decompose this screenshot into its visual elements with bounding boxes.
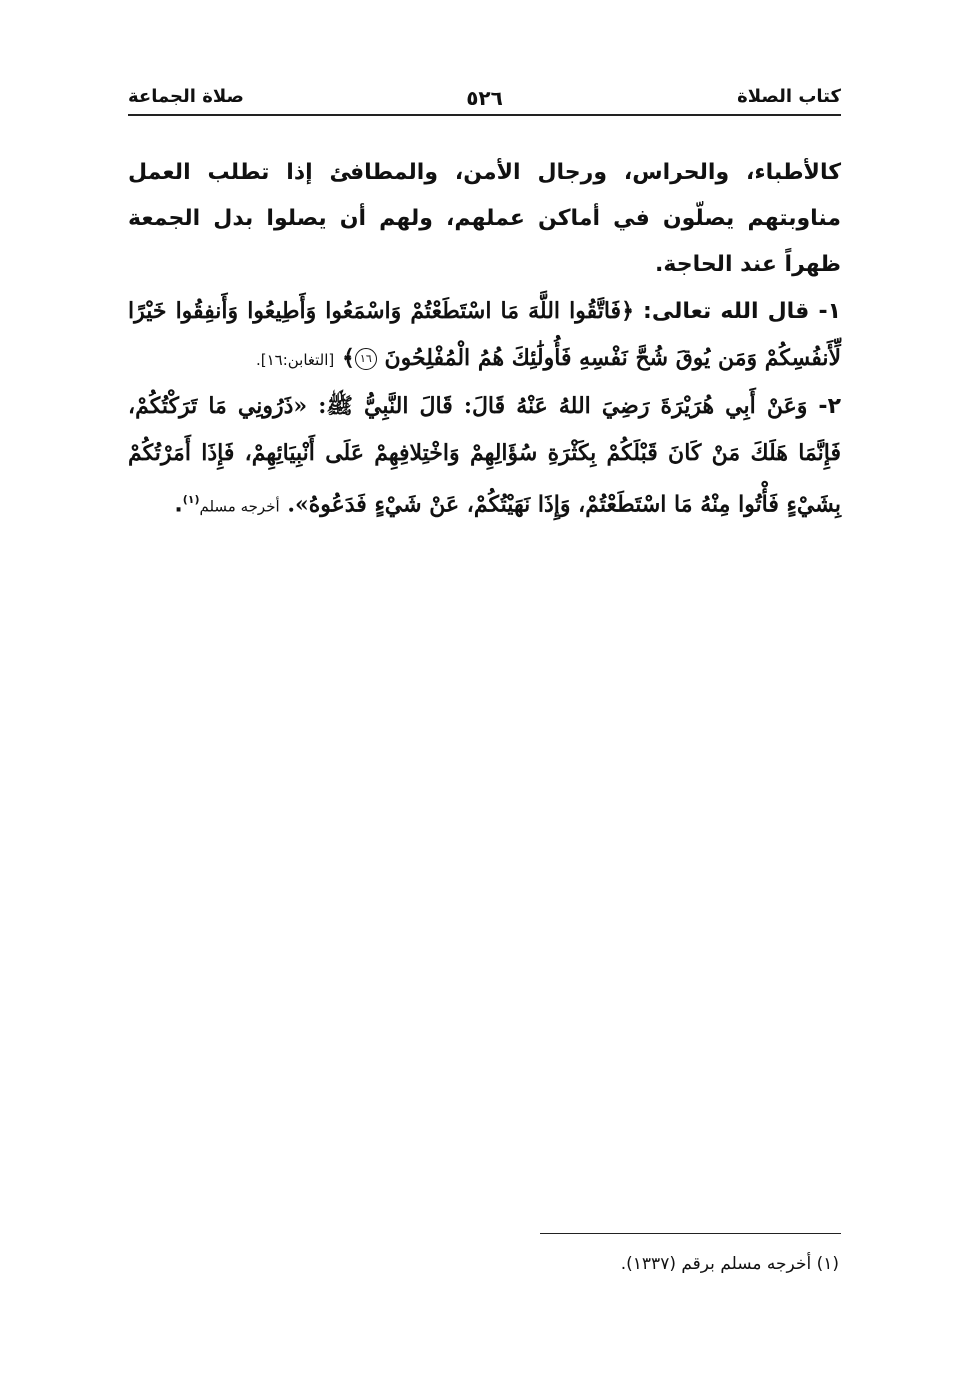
close-bracket: ﴾ bbox=[341, 345, 355, 371]
footnote-marker: (١) bbox=[182, 493, 200, 506]
hadith-item bbox=[128, 383, 841, 529]
chapter-title: صلاة الجماعة bbox=[128, 86, 244, 107]
quran-item bbox=[128, 288, 841, 383]
intro-line-1: كالأطباء، والحراس، ورجال الأمن، والمطافئ إذا تطلب العمل مناوبتهم bbox=[128, 160, 841, 231]
intro-paragraph bbox=[128, 150, 841, 288]
hadith-source: أخرجه مسلم bbox=[199, 497, 280, 516]
verse-number-marker: ١٦ bbox=[355, 348, 377, 370]
item-number-2: ٢- bbox=[818, 394, 841, 419]
intro-line-2: يصلّون في أماكن عملهم، ولهم أن يصلوا بدل الجمعة ظهراً عند الحاجة. bbox=[128, 206, 841, 277]
quran-lead: قال الله تعالى: bbox=[643, 299, 810, 324]
hadith-text: وَعَنْ أَبِي هُرَيْرَةَ رَضِيَ اللهُ عَنْهُ قَالَ: قَالَ النَّبِيُّ ﷺ: «ذَرُونِي مَا تَرَكْتُكُمْ، فَإِنَّمَا هَلَكَ مَنْ كَانَ قَبْلَكُمْ بِكَثْرَةِ سُؤَالِهِمْ وَاخْتِلافِهِمْ عَلَى أَنْبِيَائِهِمْ، فَإِذَا أَمَرْتُكُمْ بِشَيْءٍ فَأْتُوا مِنْهُ مَا اسْتَطَعْتُمْ، وَإِذَا نَهَيْتُكُمْ، عَنْ شَيْءٍ فَدَعُوهُ». bbox=[128, 393, 841, 518]
open-bracket: ﴿ bbox=[621, 298, 634, 324]
page-header bbox=[128, 86, 841, 116]
quran-verse: فَاتَّقُوا اللَّهَ مَا اسْتَطَعْتُمْ وَاسْمَعُوا وَأَطِيعُوا وَأَنفِقُوا خَيْرًا لِّأَنفُسِكُمْ وَمَن يُوقَ شُحَّ نَفْسِهِ فَأُولَٰئِكَ هُمُ الْمُفْلِحُونَ bbox=[128, 298, 841, 371]
hadith-end: . bbox=[174, 492, 183, 518]
item-number-1: ١- bbox=[818, 299, 842, 324]
footnote: (١) أخرجه مسلم برقم (١٣٣٧). bbox=[620, 1254, 839, 1274]
header-rule bbox=[128, 114, 841, 116]
book-title: كتاب الصلاة bbox=[737, 86, 841, 107]
main-text bbox=[128, 150, 841, 529]
surah-reference: [التغابن:١٦]. bbox=[255, 351, 335, 369]
page-number: ٥٢٦ bbox=[466, 86, 503, 110]
footnote-rule bbox=[540, 1233, 841, 1234]
